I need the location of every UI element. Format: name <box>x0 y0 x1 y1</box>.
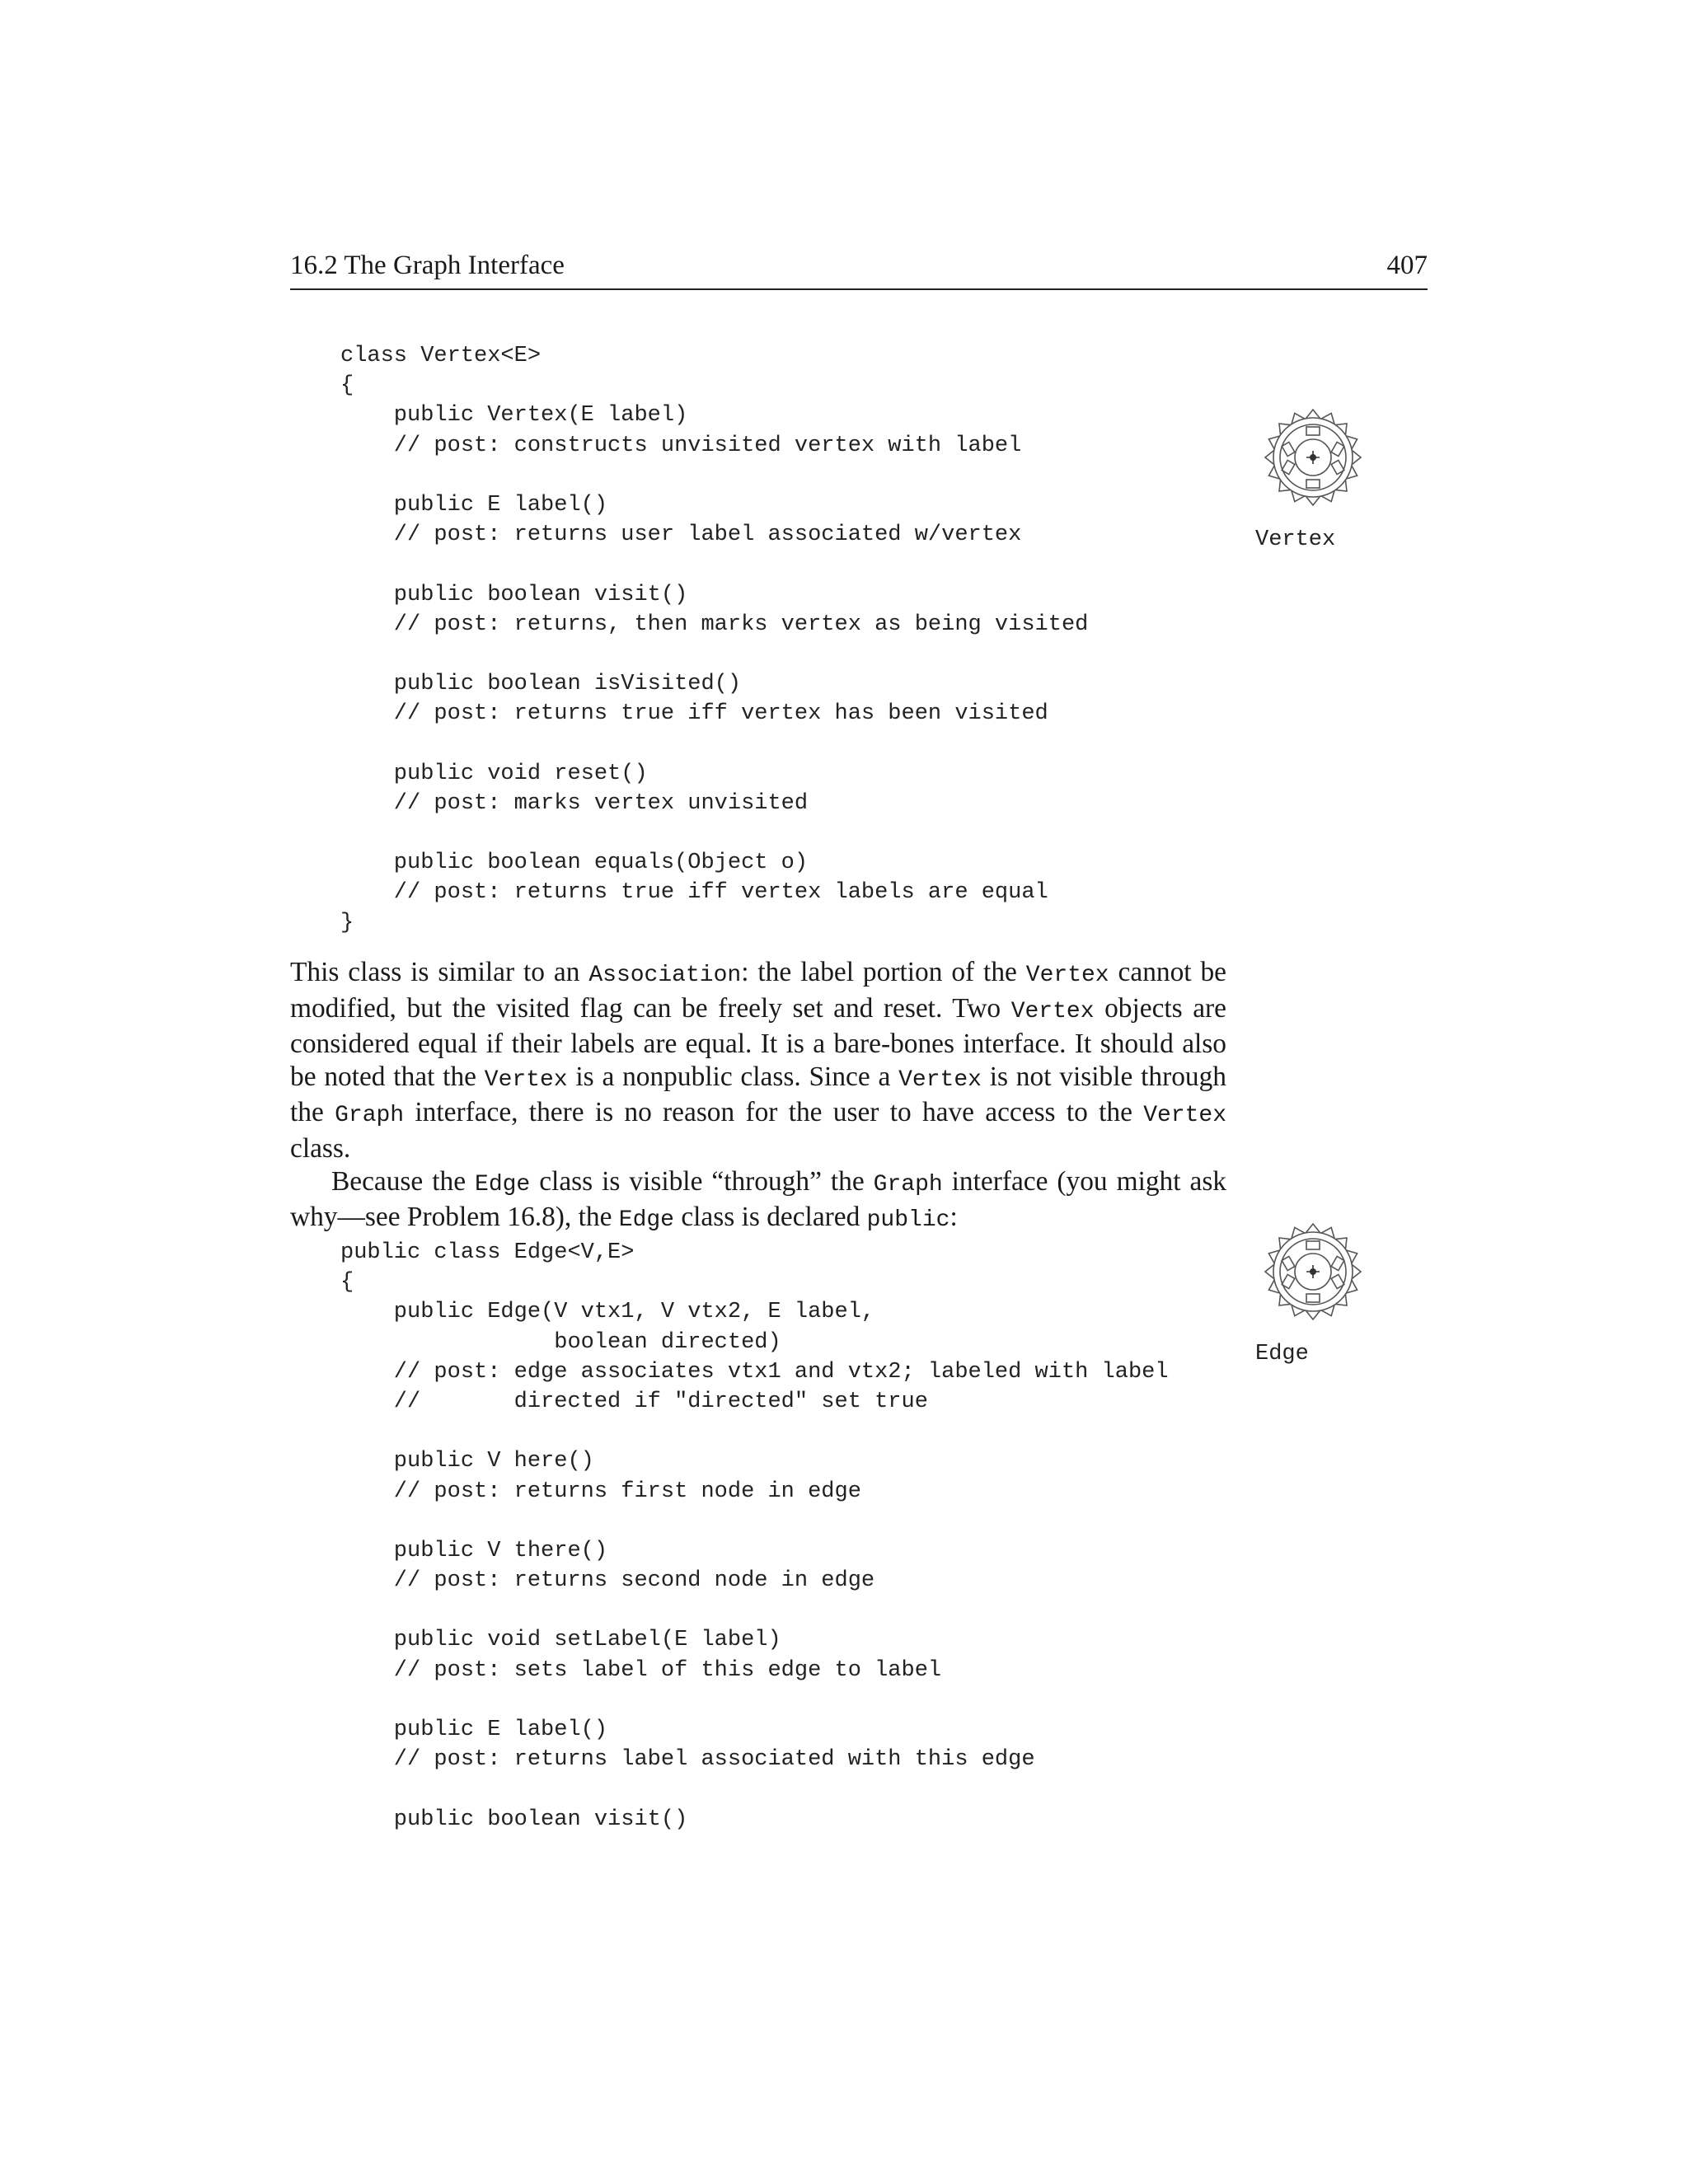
code-line <box>340 1774 1169 1804</box>
text: interface (you might ask why—see Problem 16.8), the <box>290 1165 1227 1233</box>
text: objects are considered equal if their labels are equal. It is a bare-bones interface. It should also be noted that the <box>290 992 1226 1092</box>
vertex-class-code <box>340 341 1088 938</box>
vertex-gear-icon <box>1263 407 1363 508</box>
text: class is declared <box>673 1202 867 1233</box>
text: Because the <box>331 1165 476 1197</box>
code-graph: Graph <box>873 1171 943 1197</box>
code-line: public boolean equals(Object o) <box>340 851 809 876</box>
edge-margin-label: Edge <box>1255 1342 1309 1366</box>
code-line: { <box>340 1270 354 1296</box>
code-line: // post: returns label associated with this edge <box>340 1747 1035 1773</box>
text: cannot be modified, but the visited flag can be freely set and reset. Two <box>290 957 1227 1024</box>
text: : <box>950 1202 958 1233</box>
code-line <box>340 640 1088 669</box>
vertex-margin-label: Vertex <box>1255 527 1336 552</box>
code-association: Association <box>588 963 742 988</box>
text: class. <box>290 1132 351 1164</box>
code-line: // post: constructs unvisited vertex with label <box>340 433 1022 458</box>
edge-gear-icon <box>1263 1221 1363 1322</box>
paragraph-vertex-description <box>290 956 1226 1165</box>
code-line: public void reset() <box>340 761 648 786</box>
code-line: // post: marks vertex unvisited <box>340 790 809 816</box>
code-vertex: Vertex <box>1025 963 1109 988</box>
code-line <box>340 550 1088 579</box>
code-line: class Vertex<E> <box>340 344 542 368</box>
text: class is visible “through” the <box>530 1165 874 1197</box>
text: interface, there is no reason for the user to have access to the <box>404 1097 1144 1128</box>
code-line: public V here() <box>340 1449 594 1474</box>
code-line: } <box>340 910 354 935</box>
code-line <box>340 1685 1169 1715</box>
code-public: public <box>866 1207 950 1234</box>
code-edge: Edge <box>475 1171 531 1197</box>
code-line: // post: returns true iff vertex has been visited <box>340 701 1048 727</box>
code-line <box>340 1507 1169 1536</box>
code-line: public void setLabel(E label) <box>340 1628 781 1653</box>
code-line: { <box>340 373 354 399</box>
code-vertex: Vertex <box>898 1066 982 1093</box>
code-line <box>340 1596 1169 1625</box>
code-line: public class Edge<V,E> <box>340 1240 635 1265</box>
running-header <box>290 247 1428 290</box>
body-paragraphs <box>290 956 1226 1237</box>
code-line <box>340 461 1088 490</box>
code-line: // post: returns, then marks vertex as being visited <box>340 612 1089 637</box>
code-line: // post: returns true iff vertex labels are equal <box>340 880 1048 906</box>
code-line: public boolean visit() <box>340 1807 688 1832</box>
code-line: public boolean isVisited() <box>340 672 742 697</box>
code-graph: Graph <box>335 1103 405 1129</box>
edge-class-code <box>340 1238 1169 1835</box>
code-line <box>340 1417 1169 1446</box>
code-line: public Edge(V vtx1, V vtx2, E label, <box>340 1300 875 1325</box>
code-line <box>340 818 1088 848</box>
code-edge: Edge <box>618 1207 674 1234</box>
code-line: // directed if "directed" set true <box>340 1389 928 1414</box>
code-line: public Vertex(E label) <box>340 403 688 429</box>
text: This class is similar to an <box>290 957 589 987</box>
text: is not visible through the <box>290 1061 1226 1128</box>
code-line: public E label() <box>340 492 608 518</box>
code-vertex: Vertex <box>1010 998 1095 1024</box>
text: is a nonpublic class. Since a <box>567 1061 899 1092</box>
text: : the label portion of the <box>741 957 1026 987</box>
code-vertex: Vertex <box>1143 1103 1227 1129</box>
paragraph-edge-description <box>290 1165 1226 1237</box>
code-line: // post: returns user label associated w/vertex <box>340 523 1022 548</box>
code-line <box>340 729 1088 758</box>
code-vertex: Vertex <box>484 1066 568 1093</box>
code-line: // post: returns second node in edge <box>340 1568 875 1594</box>
page-number: 407 <box>1386 251 1428 280</box>
section-title: 16.2 The Graph Interface <box>290 251 565 280</box>
code-line: boolean directed) <box>340 1329 781 1355</box>
code-line: // post: returns first node in edge <box>340 1479 861 1504</box>
code-line: // post: sets label of this edge to label <box>340 1657 942 1683</box>
code-line: public boolean visit() <box>340 582 688 607</box>
code-line: public E label() <box>340 1718 608 1742</box>
code-line: public V there() <box>340 1538 608 1563</box>
code-line: // post: edge associates vtx1 and vtx2; labeled with label <box>340 1359 1169 1385</box>
